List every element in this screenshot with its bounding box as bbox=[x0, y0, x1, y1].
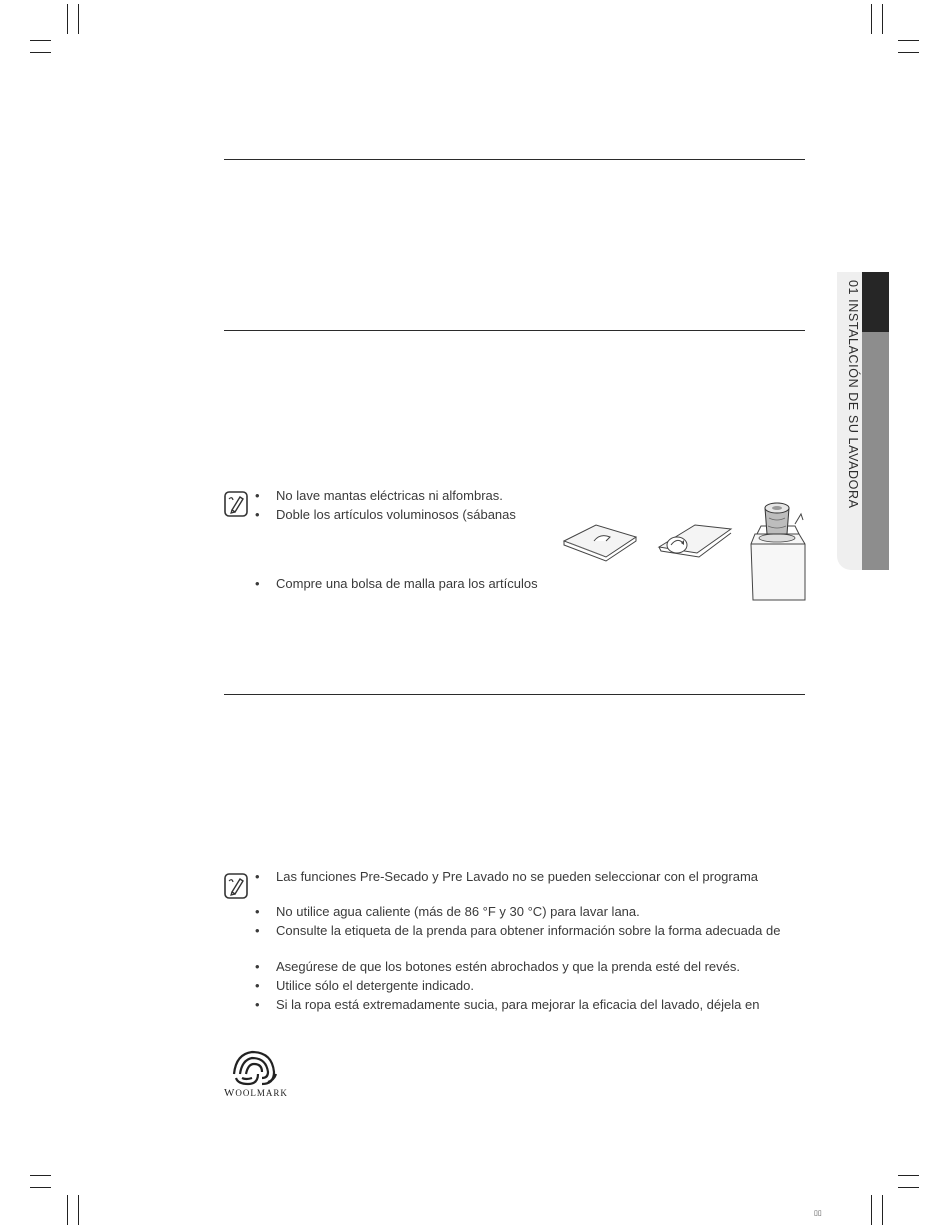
chapter-tab-label: 01 INSTALACIÓN DE SU LAVADORA bbox=[846, 280, 860, 509]
crop-mark bbox=[78, 4, 79, 34]
section-divider bbox=[224, 159, 805, 160]
chapter-tab-bar bbox=[862, 332, 889, 570]
chapter-tab bbox=[837, 272, 889, 570]
crop-mark bbox=[871, 4, 872, 34]
crop-mark bbox=[30, 1175, 51, 1176]
woolmark-wordmark: WOOLMARK bbox=[224, 1087, 288, 1099]
section-divider bbox=[224, 330, 805, 331]
crop-mark bbox=[67, 4, 68, 34]
section-divider bbox=[224, 694, 805, 695]
crop-mark bbox=[898, 1175, 919, 1176]
crop-mark bbox=[898, 1187, 919, 1188]
chapter-tab-marker bbox=[862, 272, 889, 332]
page-number: ▯▯ bbox=[814, 1210, 822, 1217]
washer-load-illustration bbox=[747, 500, 807, 604]
crop-mark bbox=[78, 1195, 79, 1225]
rolled-blanket-illustration bbox=[655, 519, 735, 563]
pencil-note-icon bbox=[224, 491, 248, 517]
crop-mark bbox=[30, 40, 51, 41]
pencil-note-icon bbox=[224, 873, 248, 899]
crop-mark bbox=[30, 1187, 51, 1188]
crop-mark bbox=[871, 1195, 872, 1225]
crop-mark bbox=[67, 1195, 68, 1225]
crop-mark bbox=[882, 1195, 883, 1225]
folded-sheet-illustration bbox=[560, 519, 640, 563]
crop-mark bbox=[30, 52, 51, 53]
crop-mark bbox=[898, 52, 919, 53]
crop-mark bbox=[882, 4, 883, 34]
crop-mark bbox=[898, 40, 919, 41]
